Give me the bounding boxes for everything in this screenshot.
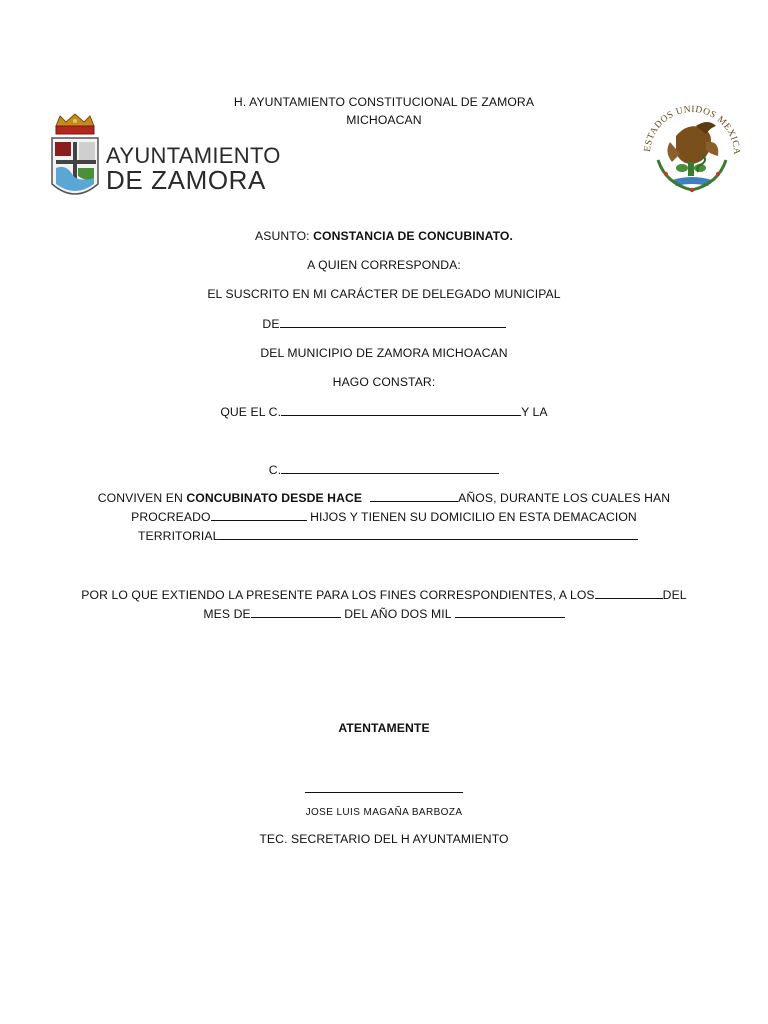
atentamente: ATENTAMENTE [338, 721, 430, 735]
del-ano-text: DEL AÑO DOS MIL [340, 607, 455, 621]
signature-line[interactable] [305, 792, 463, 793]
nombre-concubino-blank[interactable] [281, 404, 521, 416]
hijos-text: HIJOS Y TIENEN SU DOMICILIO EN ESTA DEMACACION [306, 510, 637, 524]
c-line [0, 462, 768, 477]
de-label: DE [262, 317, 280, 331]
hago-constar: HAGO CONSTAR: [332, 375, 436, 389]
del-label: DEL [662, 588, 687, 602]
y-la-label: Y LA [521, 405, 548, 419]
salutation: A QUIEN CORRESPONDA: [307, 258, 461, 272]
header-line-1: H. AYUNTAMIENTO CONSTITUCIONAL DE ZAMORA [233, 95, 535, 109]
que-el-line [0, 404, 768, 419]
mexico-national-seal-icon [636, 92, 748, 204]
territorial-label: TERRITORIAL [138, 529, 220, 543]
dia-blank[interactable] [595, 587, 663, 599]
subject-line [0, 229, 768, 243]
seal-text: ESTADOS UNIDOS MEXICA [642, 104, 742, 156]
procreado-label: PROCREADO [131, 510, 211, 524]
domicilio-blank[interactable] [219, 528, 638, 540]
mes-de-label: MES DE [203, 607, 251, 621]
municipio-line: DEL MUNICIPIO DE ZAMORA MICHOACAN [260, 346, 508, 360]
conviven-line [0, 490, 768, 505]
subject-label: ASUNTO: [255, 229, 314, 243]
national-seal [636, 92, 748, 204]
suscrito-line: EL SUSCRITO EN MI CARÁCTER DE DELEGADO MUNICIPAL [207, 287, 561, 301]
logo-wordmark [106, 143, 281, 195]
hijos-blank[interactable] [211, 509, 307, 521]
nombre-concubina-blank[interactable] [281, 462, 499, 474]
anos-text: AÑOS, DURANTE LOS CUALES HAN [458, 491, 671, 505]
signer-title: TEC. SECRETARIO DEL H AYUNTAMIENTO [259, 832, 509, 846]
territorial-line [138, 528, 638, 543]
por-lo-que-text: POR LO QUE EXTIENDO LA PRESENTE PARA LOS FINES CORRESPONDIENTES, A LOS [81, 588, 595, 602]
delegacion-blank[interactable] [280, 316, 506, 328]
c-label: C. [268, 463, 282, 477]
procreado-line [0, 509, 768, 524]
por-lo-que-line [0, 587, 768, 602]
de-line [0, 316, 768, 331]
que-el-label: QUE EL C. [220, 405, 282, 419]
logo-line-2: DE ZAMORA [106, 165, 266, 195]
mes-line [0, 606, 768, 621]
conviven-bold-text: CONCUBINATO DESDE HACE [186, 491, 363, 505]
subject-value: CONSTANCIA DE CONCUBINATO. [313, 229, 513, 243]
logo-line-1: AYUNTAMIENTO [106, 143, 281, 168]
signer-name: JOSE LUIS MAGAÑA BARBOZA [305, 807, 463, 818]
anos-blank[interactable] [370, 490, 458, 502]
conviven-text: CONVIVEN EN [97, 491, 187, 505]
ano-blank[interactable] [455, 606, 565, 618]
mes-blank[interactable] [251, 606, 341, 618]
header-line-2: MICHOACAN [346, 113, 422, 127]
